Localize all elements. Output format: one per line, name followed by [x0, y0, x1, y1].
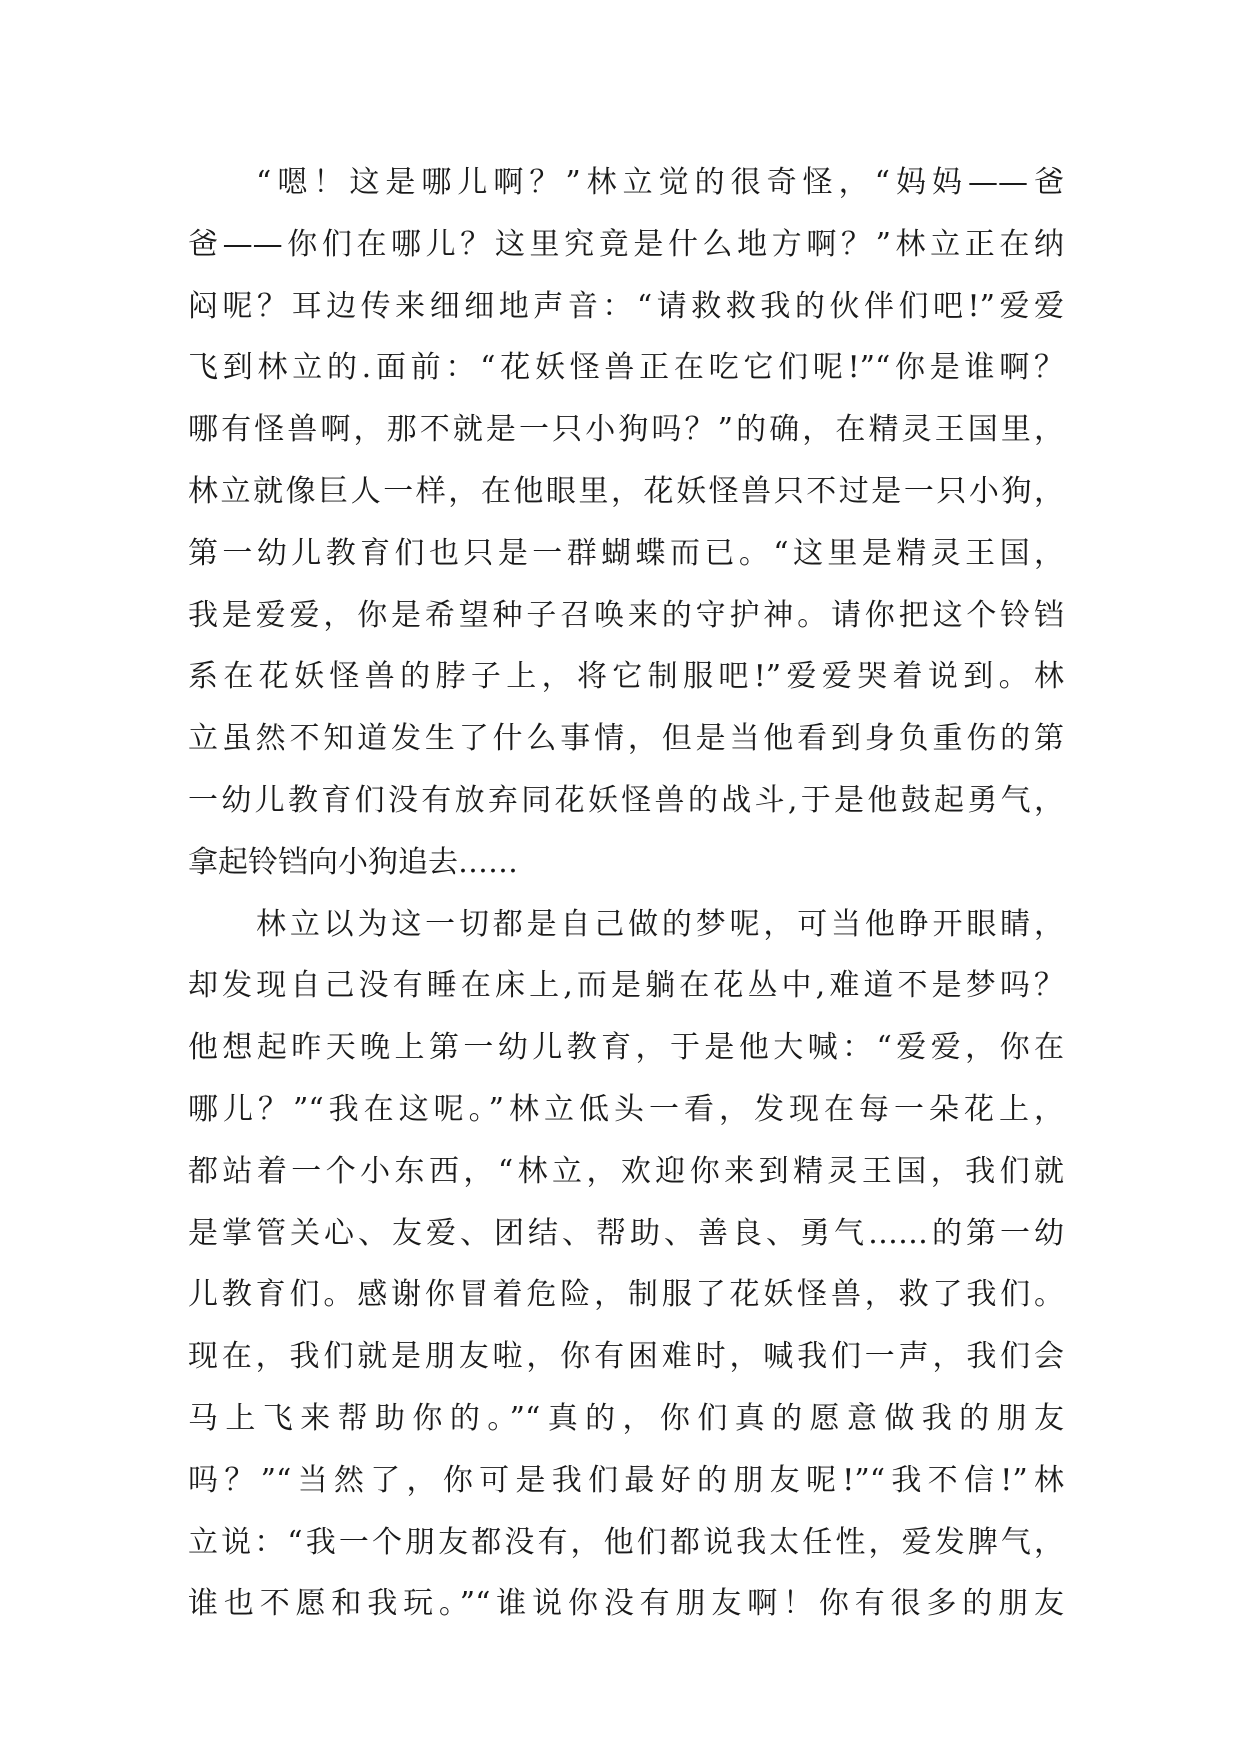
- text-line: 哪有怪兽啊，那不就是一只小狗吗？”的确，在精灵王国里，: [188, 412, 1064, 448]
- text-line: 立虽然不知道发生了什么事情，但是当他看到身负重伤的第: [188, 721, 1064, 757]
- text-line: 现在，我们就是朋友啦，你有困难时，喊我们一声，我们会: [188, 1339, 1064, 1375]
- text-line: 拿起铃铛向小狗追去……: [188, 844, 518, 880]
- paragraph-1: [188, 152, 1064, 894]
- text-line: 林立以为这一切都是自己做的梦呢，可当他睁开眼睛，: [256, 906, 1064, 942]
- text-line: 飞到林立的.面前：“花妖怪兽正在吃它们呢!”“你是谁啊？: [188, 350, 1064, 386]
- text-line: 第一幼儿教育们也只是一群蝴蝶而已。“这里是精灵王国，: [188, 535, 1064, 571]
- text-line: 闷呢？耳边传来细细地声音：“请救救我的伙伴们吧!”爱爱: [188, 288, 1064, 324]
- text-line: 却发现自己没有睡在床上,而是躺在花丛中,难道不是梦吗？: [188, 968, 1064, 1004]
- text-line: “嗯！这是哪儿啊？”林立觉的很奇怪，“妈妈——爸: [256, 165, 1064, 200]
- text-line: 吗？”“当然了，你可是我们最好的朋友呢!”“我不信!”林: [188, 1462, 1064, 1498]
- text-line: 儿教育们。感谢你冒着危险，制服了花妖怪兽，救了我们。: [188, 1277, 1064, 1313]
- text-line: 爸——你们在哪儿？这里究竟是什么地方啊？”林立正在纳: [188, 226, 1064, 262]
- text-line: 系在花妖怪兽的脖子上，将它制服吧!”爱爱哭着说到。林: [188, 659, 1064, 695]
- text-line: 林立就像巨人一样，在他眼里，花妖怪兽只不过是一只小狗，: [188, 473, 1064, 509]
- text-line: 马上飞来帮助你的。”“真的，你们真的愿意做我的朋友: [188, 1400, 1064, 1436]
- text-line: 谁也不愿和我玩。”“谁说你没有朋友啊！你有很多的朋友: [188, 1586, 1064, 1622]
- text-line: 他想起昨天晚上第一幼儿教育，于是他大喊：“爱爱，你在: [188, 1030, 1064, 1066]
- text-line: 立说：“我一个朋友都没有，他们都说我太任性，爱发脾气，: [188, 1524, 1064, 1560]
- text-line: 我是爱爱，你是希望种子召唤来的守护神。请你把这个铃铛: [188, 597, 1064, 633]
- text-line: 是掌管关心、友爱、团结、帮助、善良、勇气……的第一幼: [188, 1215, 1064, 1251]
- document-page: [188, 152, 1064, 1635]
- text-line: 哪儿？”“我在这呢。”林立低头一看，发现在每一朵花上，: [188, 1091, 1064, 1127]
- paragraph-2: [188, 894, 1064, 1636]
- text-line: 都站着一个小东西，“林立，欢迎你来到精灵王国，我们就: [188, 1153, 1064, 1189]
- text-line: 一幼儿教育们没有放弃同花妖怪兽的战斗,于是他鼓起勇气，: [188, 782, 1064, 818]
